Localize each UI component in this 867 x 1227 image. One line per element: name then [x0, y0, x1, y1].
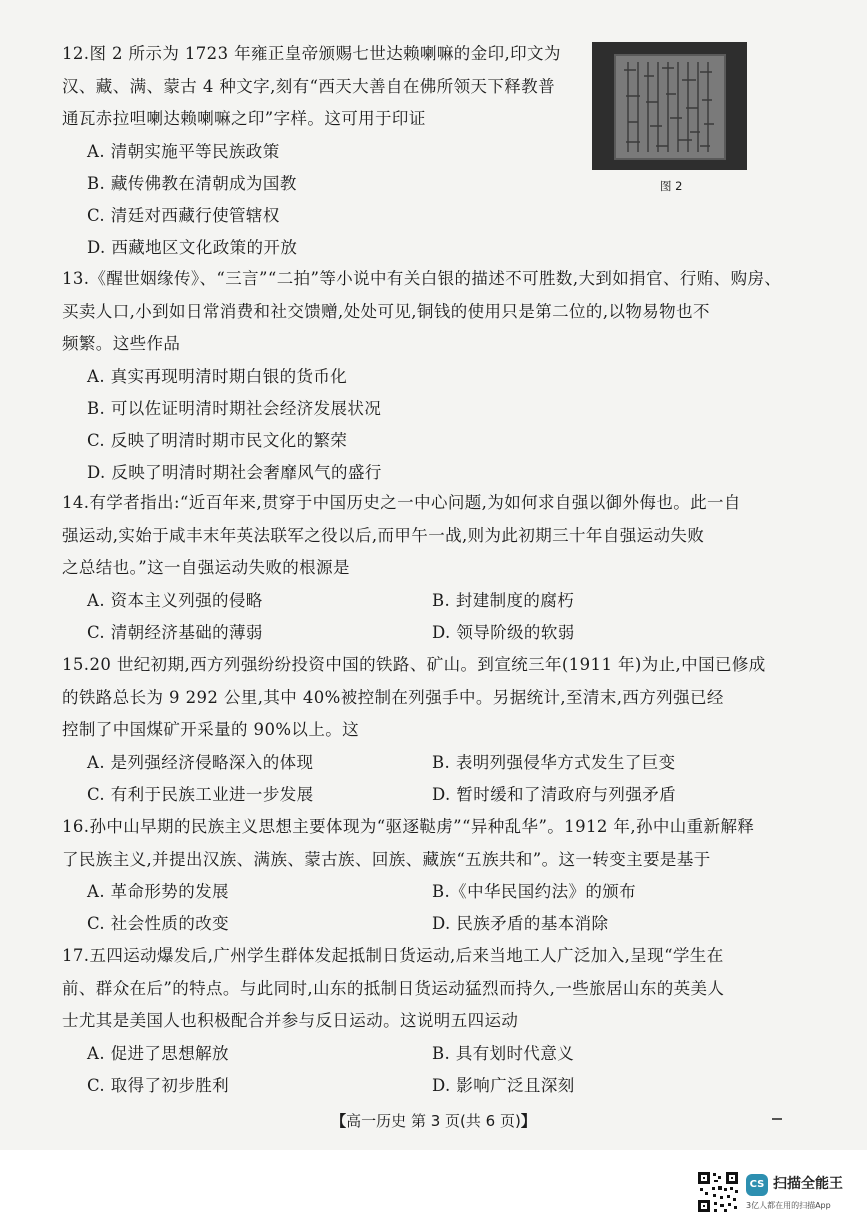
stem-line: 前、群众在后”的特点。与此同时,山东的抵制日货运动猛烈而持久,一些旅居山东的英美人 — [62, 978, 725, 998]
option-d: D. 反映了明清时期社会奢靡风气的盛行 — [87, 462, 382, 482]
stem-line: 了民族主义,并提出汉族、满族、蒙古族、回族、藏族“五族共和”。这一转变主要是基于 — [62, 849, 711, 869]
figure-caption: 图 2 — [660, 179, 683, 193]
option-c: C. 取得了初步胜利 — [87, 1075, 230, 1095]
question-stem — [62, 811, 792, 876]
option-c: C. 社会性质的改变 — [87, 914, 230, 933]
footer-bracket-left: 【 — [331, 1112, 347, 1130]
page-footer — [0, 1110, 867, 1131]
option-row — [87, 747, 792, 779]
question-stem — [62, 38, 574, 136]
question-13 — [62, 263, 792, 489]
stem-line: 控制了中国煤矿开采量的 90%以上。这 — [62, 720, 360, 739]
footer-page-info: 高一历史 第 3 页(共 6 页) — [346, 1112, 521, 1130]
option-row — [87, 1070, 792, 1102]
question-stem — [62, 940, 792, 1038]
stem-line: 的铁路总长为 9 292 公里,其中 40%被控制在列强手中。另据统计,至清末,西方列强已经 — [62, 687, 724, 707]
question-14 — [62, 487, 792, 649]
option-c: C. 清朝经济基础的薄弱 — [87, 622, 263, 642]
option-d: D. 影响广泛且深刻 — [432, 1075, 575, 1095]
option-row — [87, 617, 792, 649]
question-stem — [62, 649, 792, 747]
option-a: A. 是列强经济侵略深入的体现 — [87, 752, 314, 772]
option-d: D. 西藏地区文化政策的开放 — [87, 237, 298, 257]
option-a: A. 真实再现明清时期白银的货币化 — [87, 366, 348, 386]
option-row — [87, 585, 792, 617]
option-a: A. 清朝实施平等民族政策 — [87, 141, 280, 161]
question-16 — [62, 811, 792, 940]
option-c: C. 有利于民族工业进一步发展 — [87, 784, 314, 804]
option-c: C. 清廷对西藏行使管辖权 — [87, 205, 280, 225]
stem-line: 频繁。这些作品 — [62, 334, 181, 353]
stem-line: 13.《醒世姻缘传》、“三言”“二拍”等小说中有关白银的描述不可胜数,大到如捐官、行贿、购房、 — [62, 269, 782, 288]
question-stem — [62, 487, 792, 585]
stem-line: 强运动,实始于咸丰末年英法联军之役以后,而甲午一战,则为此初期三十年自强运动失败 — [62, 525, 705, 545]
option-row — [87, 779, 792, 811]
option-b: B. 表明列强侵华方式发生了巨变 — [432, 752, 676, 772]
stem-line: 买卖人口,小到如日常消费和社交馈赠,处处可见,铜钱的使用只是第二位的,以物易物也不 — [62, 301, 710, 321]
option-d: D. 民族矛盾的基本消除 — [432, 914, 609, 933]
option-b: B. 具有划时代意义 — [432, 1043, 575, 1063]
stem-line: 通瓦赤拉呾喇达赖喇嘛之印”字样。这可用于印证 — [62, 109, 426, 128]
option-d: D. 领导阶级的软弱 — [432, 622, 575, 642]
stem-line: 汉、藏、满、蒙古 4 种文字,刻有“西天大善自在佛所领天下释教普 — [62, 76, 555, 96]
option-row — [87, 1038, 792, 1070]
option-a: A. 资本主义列强的侵略 — [87, 590, 263, 610]
scanner-watermark — [696, 1170, 856, 1220]
stem-line: 15.20 世纪初期,西方列强纷纷投资中国的铁路、矿山。到宣统三年(1911 年)为止,中国已修成 — [62, 655, 766, 674]
camscanner-logo-icon: CS — [746, 1174, 768, 1196]
stem-line: 14.有学者指出:“近百年来,贯穿于中国历史之一中心问题,为如何求自强以御外侮也。此一自 — [62, 493, 741, 512]
qr-code-icon — [696, 1170, 740, 1214]
option-b: B. 可以佐证明清时期社会经济发展状况 — [87, 398, 382, 418]
option-b: B. 封建制度的腐朽 — [432, 590, 575, 610]
option-row — [87, 908, 792, 940]
seal-script-pattern — [616, 56, 724, 158]
stem-line: 12.图 2 所示为 1723 年雍正皇帝颁赐七世达赖喇嘛的金印,印文为 — [62, 44, 561, 63]
option-d: D. 暂时缓和了清政府与列强矛盾 — [432, 784, 677, 804]
stem-line: 之总结也。”这一自强运动失败的根源是 — [62, 558, 350, 577]
option-row — [87, 876, 792, 908]
scanner-app-name: 扫描全能王 — [773, 1176, 843, 1192]
question-stem — [62, 263, 792, 361]
option-c: C. 反映了明清时期市民文化的繁荣 — [87, 430, 348, 450]
golden-seal-photo — [592, 42, 747, 170]
option-a: A. 促进了思想解放 — [87, 1043, 229, 1063]
option-b: B.《中华民国约法》的颁布 — [432, 882, 637, 901]
seal-face — [614, 54, 726, 160]
question-15 — [62, 649, 792, 811]
scan-mark — [772, 1118, 782, 1120]
option-a: A. 革命形势的发展 — [87, 882, 229, 901]
scanner-tagline: 3亿人都在用的扫描App — [746, 1201, 831, 1210]
stem-line: 16.孙中山早期的民族主义思想主要体现为“驱逐鞑虏”“异种乱华”。1912 年,孙中山重新解释 — [62, 817, 755, 836]
stem-line: 17.五四运动爆发后,广州学生群体发起抵制日货运动,后来当地工人广泛加入,呈现“学生在 — [62, 946, 724, 965]
question-17 — [62, 940, 792, 1102]
option-b: B. 藏传佛教在清朝成为国教 — [87, 173, 297, 193]
footer-bracket-right: 】 — [520, 1112, 536, 1130]
stem-line: 士尤其是美国人也积极配合并参与反日运动。这说明五四运动 — [62, 1011, 519, 1030]
